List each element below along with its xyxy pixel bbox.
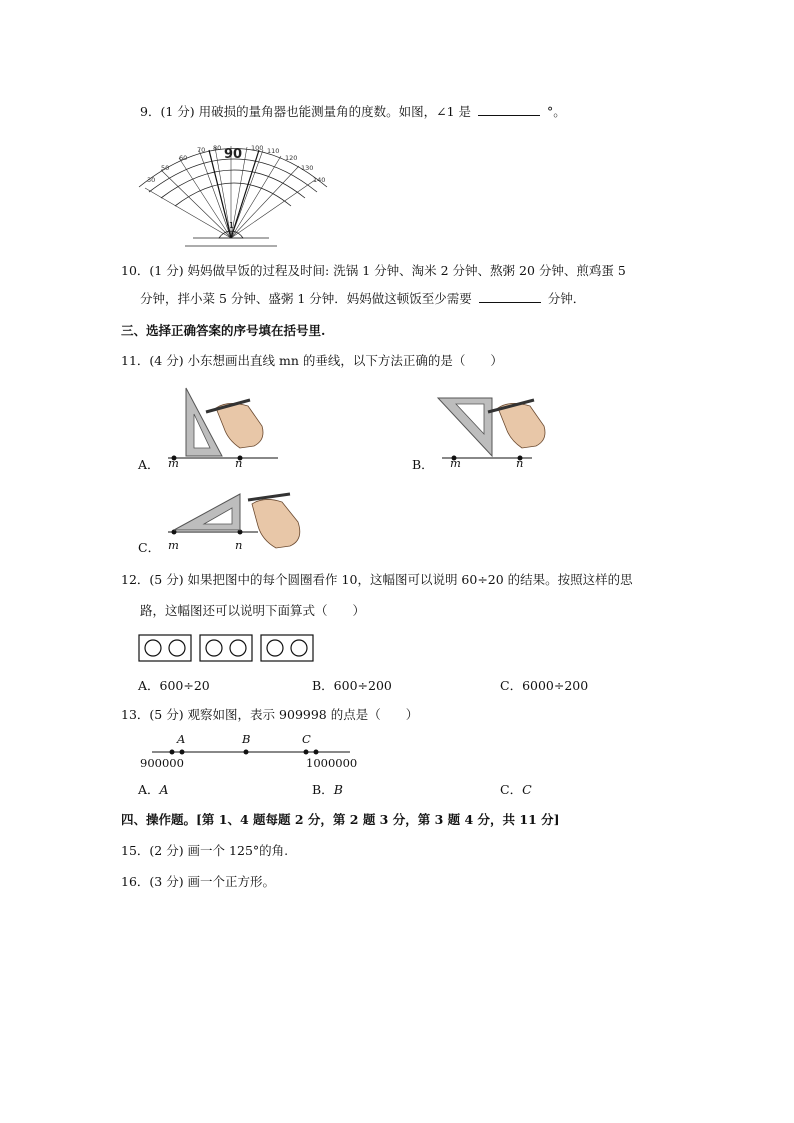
q13-option-b-prefix: B． xyxy=(312,782,334,797)
q13-option-b[interactable] xyxy=(312,780,343,798)
q13-option-b-value: B xyxy=(333,782,343,797)
q9-stem-end: °。 xyxy=(546,104,566,119)
q11-a-point-n: n xyxy=(235,456,243,470)
q13-option-a[interactable] xyxy=(138,780,169,798)
q13-label-start: 900000 xyxy=(140,756,184,770)
q11-figure-a xyxy=(158,382,298,472)
svg-text:130: 130 xyxy=(301,164,314,172)
q11-stem: 11．(4 分) 小东想画出直线 mn 的垂线，以下方法正确的是（ ） xyxy=(121,353,503,368)
q11-c-point-m: m xyxy=(168,538,179,552)
q10-line1: 10．(1 分) 妈妈做早饭的过程及时间: 洗锅 1 分钟、淘米 2 分钟、熬粥 20 分钟、煎鸡蛋 5 xyxy=(121,263,626,278)
q12-option-a[interactable]: A．600÷20 xyxy=(138,678,210,693)
q13-point-b-label: B xyxy=(242,732,251,746)
svg-text:50: 50 xyxy=(161,164,170,172)
svg-text:30: 30 xyxy=(147,176,156,184)
q11-b-point-n: n xyxy=(516,456,524,470)
svg-text:110: 110 xyxy=(267,147,280,155)
q13-option-c-prefix: C． xyxy=(500,782,523,797)
svg-text:70: 70 xyxy=(197,146,206,154)
q13-option-a-value: A xyxy=(159,782,169,797)
protractor-figure xyxy=(135,130,335,250)
q10-line2 xyxy=(140,290,585,308)
q10-line2-text: 分钟，拌小菜 5 分钟、盛粥 1 分钟．妈妈做这顿饭至少需要 xyxy=(140,291,472,306)
q12-circles-figure xyxy=(138,634,318,664)
q11-option-c-label[interactable]: C． xyxy=(138,540,161,555)
q13-option-c-value: C xyxy=(522,782,532,797)
q13-label-end: 1000000 xyxy=(306,756,358,770)
angle-1-label: 1 xyxy=(229,221,235,230)
q12-option-b[interactable]: B．600÷200 xyxy=(312,678,392,693)
protractor-90-label: 90 xyxy=(224,147,243,162)
q12-line1: 12．(5 分) 如果把图中的每个圆圈看作 10，这幅图可以说明 60÷20 的结果。按照这样的思 xyxy=(121,572,633,587)
q15-stem: 15．(2 分) 画一个 125°的角. xyxy=(121,843,289,858)
q11-c-point-n: n xyxy=(235,538,243,552)
section-4-heading: 四、操作题。[第 1、4 题每题 2 分，第 2 题 3 分，第 3 题 4 分，共 11 分] xyxy=(121,812,560,827)
q11-option-a-label[interactable]: A． xyxy=(138,457,160,472)
q13-point-c-label: C xyxy=(302,732,311,746)
svg-text:100: 100 xyxy=(251,144,264,152)
svg-text:140: 140 xyxy=(313,176,326,184)
q13-option-a-prefix: A． xyxy=(138,782,160,797)
q13-point-a-label: A xyxy=(177,732,186,746)
svg-text:80: 80 xyxy=(213,144,222,152)
svg-text:60: 60 xyxy=(179,154,188,162)
q12-line2: 路，这幅图还可以说明下面算式（ ） xyxy=(140,603,366,618)
q16-stem: 16．(3 分) 画一个正方形。 xyxy=(121,874,276,889)
section-3-heading: 三、选择正确答案的序号填在括号里. xyxy=(121,323,326,338)
q13-stem: 13．(5 分) 观察如图，表示 909998 的点是（ ） xyxy=(121,707,419,722)
q9-answer-blank[interactable] xyxy=(478,103,540,116)
q13-option-c[interactable] xyxy=(500,780,532,798)
svg-text:120: 120 xyxy=(285,154,298,162)
q12-option-c[interactable]: C．6000÷200 xyxy=(500,678,589,693)
q10-line2-end: 分钟． xyxy=(547,291,586,306)
q9-stem xyxy=(140,103,566,121)
q11-b-point-m: m xyxy=(450,456,461,470)
q10-answer-blank[interactable] xyxy=(479,290,541,303)
q9-stem-text: 9．(1 分) 用破损的量角器也能测量角的度数。如图，∠1 是 xyxy=(140,104,472,119)
q11-a-point-m: m xyxy=(168,456,179,470)
q11-option-b-label[interactable]: B． xyxy=(412,457,434,472)
